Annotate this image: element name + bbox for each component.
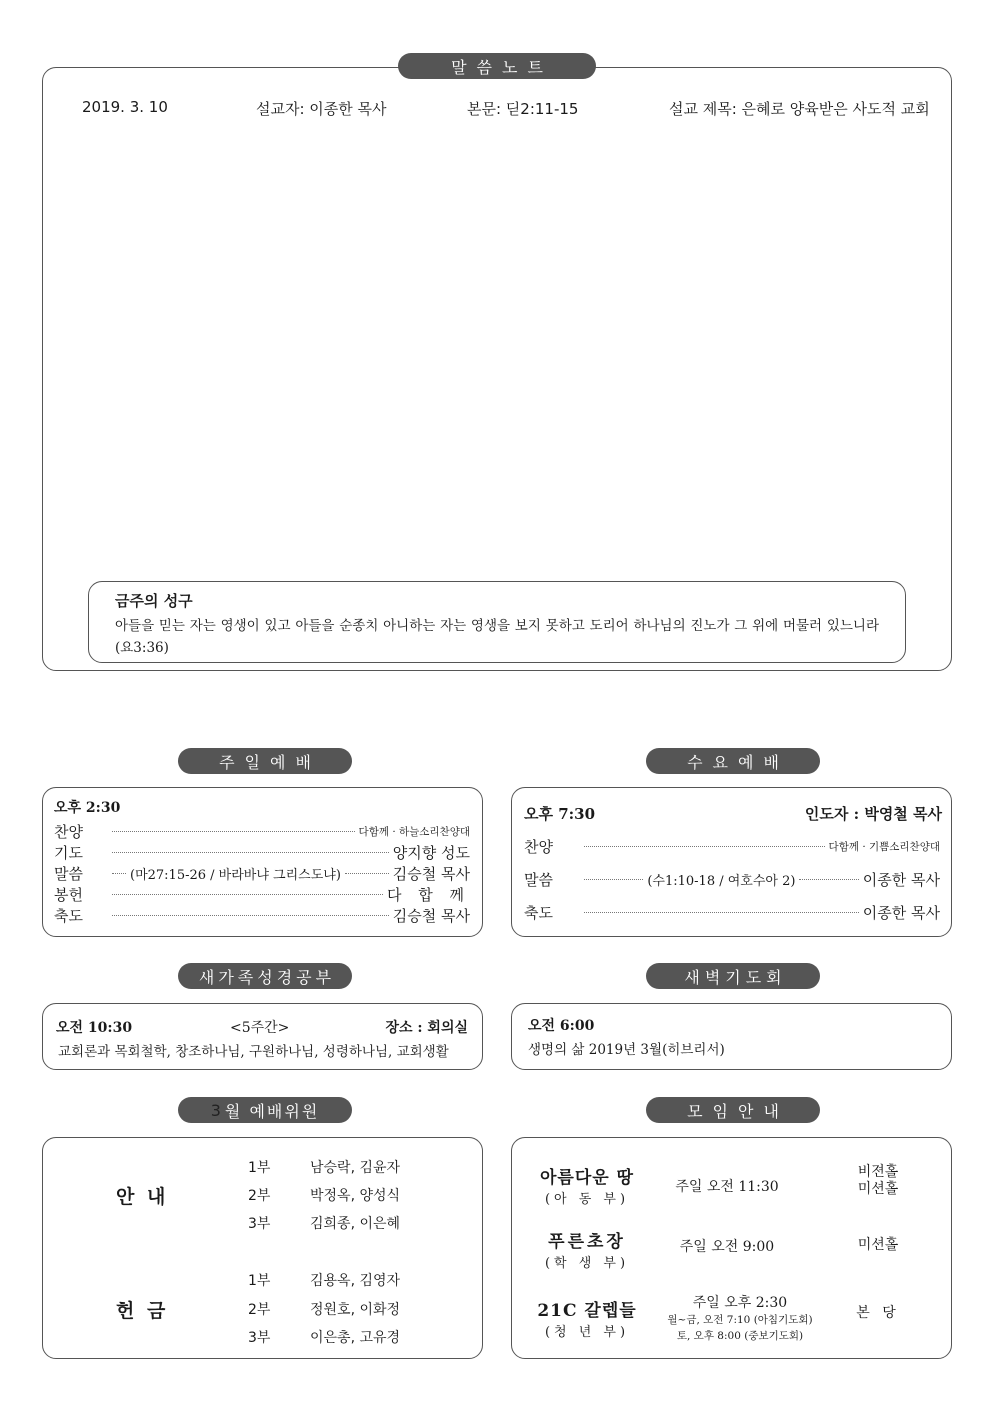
sermon-title: 설교 제목: 은혜로 양육받은 사도적 교회 bbox=[669, 100, 930, 118]
meeting-name bbox=[526, 1163, 648, 1207]
dawn-prayer-desc: 생명의 삶 2019년 3월(히브리서) bbox=[528, 1042, 725, 1058]
committee-group-offering: 헌 금 bbox=[116, 1300, 169, 1322]
row-value: 이종한 목사 bbox=[862, 903, 940, 922]
sunday-row-sermon bbox=[54, 863, 470, 883]
committee-group-usher: 안 내 bbox=[116, 1186, 169, 1208]
committee-month: 3 bbox=[210, 1100, 223, 1120]
meeting-dept: (아 동 부) bbox=[544, 1192, 630, 1207]
sunday-row-praise bbox=[54, 821, 470, 841]
committee-part: 2부 bbox=[248, 1302, 271, 1318]
row-label: 기도 bbox=[54, 843, 83, 862]
meeting-name bbox=[526, 1296, 648, 1340]
committee-names: 정원호, 이화정 bbox=[310, 1302, 401, 1318]
row-label: 축도 bbox=[54, 906, 83, 925]
sunday-worship-title: 주일예배 bbox=[178, 748, 352, 774]
sermon-date: 2019. 3. 10 bbox=[82, 98, 168, 116]
row-value: 다함께 · 기쁨소리찬양대 bbox=[828, 840, 940, 853]
committee-title bbox=[178, 1097, 352, 1123]
meeting-place-1: 본 당 bbox=[856, 1305, 900, 1321]
wednesday-row-benediction bbox=[524, 902, 940, 922]
committee-part: 3부 bbox=[248, 1216, 271, 1232]
committee-part: 2부 bbox=[248, 1188, 271, 1204]
weekly-verse-text: 아들을 믿는 자는 영생이 있고 아들을 순종치 아니하는 자는 영생을 보지 못하고 도리어 하나님의 진노가 그 위에 머물러 있느니라 (요3:36) bbox=[115, 618, 879, 656]
meeting-time-main: 주일 오후 2:30 bbox=[692, 1295, 788, 1311]
committee-title-text: 월 예배위원 bbox=[224, 1101, 320, 1121]
sunday-worship-time: 오후 2:30 bbox=[54, 800, 121, 816]
meeting-name-text: 아름다운 땅 bbox=[539, 1168, 635, 1188]
row-value: 다함께 · 하늘소리찬양대 bbox=[358, 825, 470, 838]
meetings-title: 모임안내 bbox=[646, 1097, 820, 1123]
row-label: 축도 bbox=[524, 903, 553, 922]
family-study-time: 오전 10:30 bbox=[56, 1020, 133, 1036]
wednesday-row-praise bbox=[524, 836, 940, 856]
meeting-time-saturday: 토, 오후 8:00 (중보기도회) bbox=[676, 1330, 804, 1342]
meeting-dept: (학 생 부) bbox=[544, 1256, 630, 1271]
leader-dots bbox=[112, 915, 389, 916]
committee-part: 1부 bbox=[248, 1273, 271, 1289]
sermon-text: 본문: 딛2:11-15 bbox=[467, 100, 579, 118]
committee-names: 김희종, 이은혜 bbox=[310, 1216, 401, 1232]
family-study-duration: <5주간> bbox=[230, 1020, 290, 1036]
dawn-prayer-box bbox=[511, 1003, 952, 1070]
family-study-topics: 교회론과 목회철학, 창조하나님, 구원하나님, 성령하나님, 교회생활 bbox=[58, 1044, 449, 1060]
meeting-place-1: 비젼홀 bbox=[857, 1164, 899, 1180]
leader-dots bbox=[112, 852, 389, 853]
family-study-place: 장소 : 회의실 bbox=[385, 1020, 468, 1036]
meeting-place-2: 미션홀 bbox=[857, 1181, 899, 1197]
meeting-time-weekday: 월~금, 오전 7:10 (아침기도회) bbox=[667, 1314, 813, 1326]
meeting-place bbox=[830, 1237, 926, 1254]
family-study-title: 새가족성경공부 bbox=[178, 963, 352, 989]
leader-dots bbox=[584, 846, 825, 847]
sermon-preacher: 설교자: 이종한 목사 bbox=[256, 100, 387, 118]
meeting-name-text: 21C 갈렙들 bbox=[537, 1301, 637, 1321]
meeting-time: 주일 오전 9:00 bbox=[679, 1239, 775, 1255]
committee-names: 남승락, 김윤자 bbox=[310, 1160, 401, 1176]
committee-part: 3부 bbox=[248, 1330, 271, 1346]
leader-dots bbox=[345, 873, 389, 874]
meeting-time bbox=[640, 1292, 840, 1344]
row-label: 찬양 bbox=[524, 837, 553, 856]
committee-names: 김용옥, 김영자 bbox=[310, 1273, 401, 1289]
wednesday-worship-leader: 인도자 : 박영철 목사 bbox=[804, 805, 942, 823]
sunday-row-prayer bbox=[54, 842, 470, 862]
wednesday-row-sermon bbox=[524, 869, 940, 889]
dawn-prayer-title: 새벽기도회 bbox=[646, 963, 820, 989]
sermon-note-title: 말씀노트 bbox=[398, 53, 596, 79]
meeting-place bbox=[830, 1164, 926, 1198]
sunday-row-offering bbox=[54, 884, 470, 904]
meeting-place-1: 미션홀 bbox=[857, 1237, 899, 1253]
meeting-place bbox=[830, 1305, 926, 1322]
row-value: 김승철 목사 bbox=[392, 864, 470, 883]
leader-dots bbox=[799, 879, 858, 880]
leader-dots bbox=[584, 879, 643, 880]
row-label: 봉헌 bbox=[54, 885, 83, 904]
row-value: 다 합 께 bbox=[386, 885, 470, 904]
row-label: 말씀 bbox=[524, 870, 553, 889]
row-scripture: (마27:15-26 / 바라바냐 그리스도냐) bbox=[130, 867, 341, 883]
committee-part: 1부 bbox=[248, 1160, 271, 1176]
row-scripture: (수1:10-18 / 여호수아 2) bbox=[647, 873, 796, 889]
row-label: 말씀 bbox=[54, 864, 83, 883]
sunday-row-benediction bbox=[54, 905, 470, 925]
committee-names: 박정옥, 양성식 bbox=[310, 1188, 401, 1204]
row-label: 찬양 bbox=[54, 822, 83, 841]
row-value: 이종한 목사 bbox=[862, 870, 941, 889]
weekly-verse-box bbox=[88, 581, 906, 663]
committee-names: 이은총, 고유경 bbox=[310, 1330, 401, 1346]
weekly-verse-title: 금주의 성구 bbox=[115, 592, 193, 610]
meeting-dept: (청 년 부) bbox=[544, 1325, 630, 1340]
wednesday-worship-time: 오후 7:30 bbox=[524, 805, 596, 823]
leader-dots bbox=[584, 912, 859, 913]
row-value: 김승철 목사 bbox=[392, 906, 470, 925]
wednesday-worship-title: 수요예배 bbox=[646, 748, 820, 774]
row-value: 양지향 성도 bbox=[392, 843, 470, 862]
meeting-time: 주일 오전 11:30 bbox=[675, 1179, 779, 1195]
meeting-name-text: 푸른초장 bbox=[548, 1232, 626, 1252]
leader-dots bbox=[112, 831, 355, 832]
dawn-prayer-time: 오전 6:00 bbox=[528, 1018, 595, 1034]
meeting-name bbox=[526, 1227, 648, 1271]
leader-dots bbox=[112, 873, 126, 874]
leader-dots bbox=[112, 894, 383, 895]
